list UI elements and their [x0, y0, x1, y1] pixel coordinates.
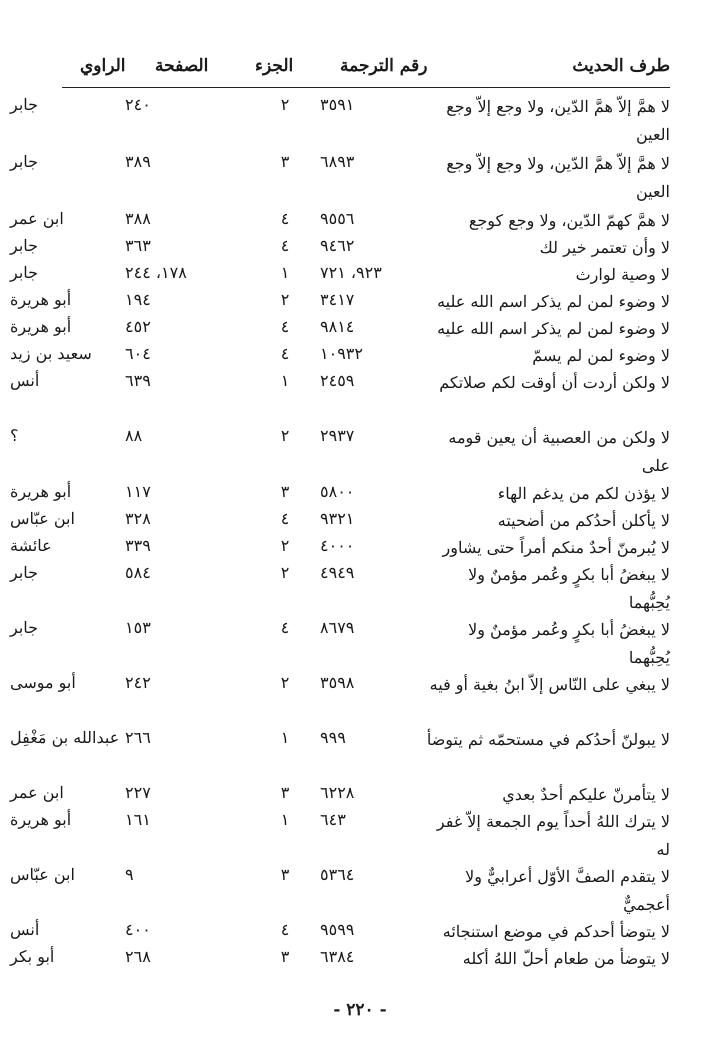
hadith-text: لا وضوء لمن لم يذكر اسم الله عليه — [437, 319, 670, 338]
tarjama-number: ٩٢٣، ٧٢١ — [320, 263, 382, 282]
tarjama-number: ٨٦٧٩ — [320, 618, 355, 637]
tarjama-number: ٦٣٨٤ — [320, 947, 355, 966]
header-juz: الجزء — [255, 56, 294, 76]
table-row — [0, 861, 720, 916]
table-row — [0, 259, 720, 286]
juz-number: ٤ — [280, 920, 290, 939]
tarjama-number: ٩٨١٤ — [320, 317, 355, 336]
juz-number: ٤ — [280, 344, 290, 363]
narrator: ابن عمر — [10, 209, 64, 228]
narrator: أنس — [10, 371, 40, 390]
table-row — [0, 669, 720, 724]
juz-number: ٢ — [280, 95, 290, 114]
tarjama-number: ٣٤١٧ — [320, 290, 355, 309]
narrator: أبو هريرة — [10, 482, 72, 501]
table-row — [0, 286, 720, 313]
page-ref: ١١٧ — [125, 482, 151, 501]
table-row — [0, 724, 720, 779]
tarjama-number: ١٠٩٣٢ — [320, 344, 363, 363]
juz-number: ١ — [280, 263, 290, 282]
juz-number: ٢ — [280, 426, 290, 445]
tarjama-number: ٥٨٠٠ — [320, 482, 355, 501]
hadith-text: لا يُبرمنّ أحدٌ منكم أمراً حتى يشاور — [442, 538, 670, 557]
tarjama-number: ٦٤٣ — [320, 810, 346, 829]
juz-number: ٣ — [280, 783, 290, 802]
table-row — [0, 313, 720, 340]
hadith-text: لا يتأمرنّ عليكم أحدٌ بعدي — [502, 785, 670, 804]
narrator: أنس — [10, 920, 40, 939]
page-ref: ٢٢٧ — [125, 783, 151, 802]
hadith-text: لا يتوضأ من طعام أحلّ اللهُ أكله — [462, 949, 670, 968]
page-ref: ١٦١ — [125, 810, 151, 829]
narrator: جابر — [10, 563, 39, 582]
juz-number: ٢ — [280, 290, 290, 309]
tarjama-number: ٩٥٥٦ — [320, 209, 355, 228]
hadith-text: لا وضوء لمن لم يذكر اسم الله عليه — [437, 292, 670, 311]
tarjama-number: ٦٢٢٨ — [320, 783, 355, 802]
hadith-text: لا يترك اللهُ أحداً يوم الجمعة إلاّ غفر له — [436, 812, 670, 859]
juz-number: ٣ — [280, 865, 290, 884]
table-row — [0, 806, 720, 861]
narrator: أبو هريرة — [10, 810, 72, 829]
tarjama-number: ٤٠٠٠ — [320, 536, 355, 555]
table-row — [0, 505, 720, 532]
hadith-text: لا يبغضُ أبا بكرٍ وعُمر مؤمنٌ ولا يُحِبُّهما — [468, 620, 670, 667]
tarjama-number: ٩٩٩ — [320, 728, 346, 747]
hadith-text: لا همَّ إلاّ همَّ الدّين، ولا وجع إلاّ وجع العين — [446, 97, 670, 144]
hadith-text: لا ولكن من العصبية أن يعين قومه على — [448, 428, 670, 475]
hadith-table — [0, 91, 720, 970]
narrator: ابن عبّاس — [10, 509, 75, 528]
table-header — [0, 56, 720, 86]
page-ref: ٣٦٣ — [125, 236, 151, 255]
juz-number: ٤ — [280, 236, 290, 255]
page-ref: ٩ — [125, 865, 134, 884]
page-ref: ٤٥٢ — [125, 317, 151, 336]
narrator: ؟ — [10, 426, 19, 445]
tarjama-number: ٣٥٩٨ — [320, 673, 355, 692]
table-row — [0, 148, 720, 205]
juz-number: ٢ — [280, 563, 290, 582]
table-row — [0, 614, 720, 669]
narrator: جابر — [10, 152, 39, 171]
table-row — [0, 232, 720, 259]
narrator: عائشة — [10, 536, 52, 555]
hadith-text: لا همَّ إلاّ همَّ الدّين، ولا وجع إلاّ وجع العين — [446, 154, 670, 201]
page-ref: ٦٠٤ — [125, 344, 151, 363]
table-row — [0, 340, 720, 367]
header-safha: الصفحة — [155, 56, 209, 76]
hadith-text: لا وضوء لمن لم يسمّ — [532, 346, 670, 365]
juz-number: ٢ — [280, 536, 290, 555]
table-row — [0, 422, 720, 478]
hadith-text: لا يبغي على النّاس إلاّ ابنُ بغية أو فيه — [429, 675, 670, 694]
page-ref: ٣٨٨ — [125, 209, 151, 228]
page-ref: ٨٨ — [125, 426, 143, 445]
tarjama-number: ٩٤٦٢ — [320, 236, 355, 255]
page-ref: ١٥٣ — [125, 618, 151, 637]
narrator: أبو هريرة — [10, 317, 72, 336]
hadith-text: لا وأن تعتمر خير لك — [539, 238, 670, 257]
table-row — [0, 205, 720, 232]
juz-number: ٤ — [280, 618, 290, 637]
page-ref: ١٩٤ — [125, 290, 151, 309]
narrator: جابر — [10, 95, 39, 114]
juz-number: ٤ — [280, 509, 290, 528]
tarjama-number: ٩٣٢١ — [320, 509, 355, 528]
page-ref: ٢٦٦ — [125, 728, 151, 747]
narrator: جابر — [10, 263, 39, 282]
hadith-text: لا يأكلن أحدُكم من أضحيته — [497, 511, 670, 530]
table-row — [0, 943, 720, 970]
table-row — [0, 478, 720, 505]
hadith-text: لا يبولنّ أحدُكم في مستحمّه ثم يتوضأ — [426, 730, 670, 749]
tarjama-number: ٣٥٩١ — [320, 95, 355, 114]
narrator: ابن عمر — [10, 783, 64, 802]
hadith-text: لا يتوضأ أحدكم في موضع استنجائه — [442, 922, 670, 941]
page-ref: ٣٨٩ — [125, 152, 151, 171]
tarjama-number: ٢٤٥٩ — [320, 371, 355, 390]
juz-number: ٣ — [280, 482, 290, 501]
narrator: عبدالله بن مَغْفِل — [10, 728, 120, 747]
page-ref: ١٧٨، ٢٤٤ — [125, 263, 187, 282]
tarjama-number: ٥٣٦٤ — [320, 865, 355, 884]
juz-number: ٢ — [280, 673, 290, 692]
page-ref: ٣٣٩ — [125, 536, 151, 555]
page-ref: ٢٤٢ — [125, 673, 151, 692]
table-row — [0, 91, 720, 148]
narrator: جابر — [10, 618, 39, 637]
juz-number: ١ — [280, 810, 290, 829]
tarjama-number: ٤٩٤٩ — [320, 563, 355, 582]
page-ref: ٥٨٤ — [125, 563, 151, 582]
hadith-text: لا وصية لوارث — [575, 265, 670, 284]
header-tarf: طرف الحديث — [572, 56, 670, 76]
juz-number: ١ — [280, 728, 290, 747]
juz-number: ٣ — [280, 152, 290, 171]
table-row — [0, 916, 720, 943]
header-rawi: الراوي — [80, 56, 126, 76]
page-ref: ٢٦٨ — [125, 947, 151, 966]
juz-number: ٣ — [280, 947, 290, 966]
hadith-text: لا همَّ كهمّ الدّين، ولا وجع كوجع — [468, 211, 670, 230]
tarjama-number: ٩٥٩٩ — [320, 920, 355, 939]
table-row — [0, 367, 720, 422]
juz-number: ١ — [280, 371, 290, 390]
table-row — [0, 559, 720, 614]
narrator: أبو هريرة — [10, 290, 72, 309]
page-number: - ٢٢٠ - — [333, 1000, 387, 1020]
narrator: جابر — [10, 236, 39, 255]
narrator: سعيد بن زيد — [10, 344, 92, 363]
hadith-text: لا يتقدم الصفَّ الأوّل أعرابيٌّ ولا أعجميٌّ — [465, 867, 670, 914]
page-ref: ٦٣٩ — [125, 371, 151, 390]
juz-number: ٤ — [280, 209, 290, 228]
juz-number: ٤ — [280, 317, 290, 336]
hadith-text: لا ولكن أردت أن أوقت لكم صلاتكم — [439, 373, 670, 392]
narrator: ابن عبّاس — [10, 865, 75, 884]
page-ref: ٣٢٨ — [125, 509, 151, 528]
tarjama-number: ٦٨٩٣ — [320, 152, 355, 171]
narrator: أبو بكر — [10, 947, 55, 966]
tarjama-number: ٢٩٣٧ — [320, 426, 355, 445]
narrator: أبو موسى — [10, 673, 76, 692]
page-ref: ٢٤٠ — [125, 95, 151, 114]
header-rule — [62, 87, 670, 88]
table-row — [0, 532, 720, 559]
table-row — [0, 779, 720, 806]
hadith-text: لا يبغضُ أبا بكرٍ وعُمر مؤمنٌ ولا يُحِبُّهما — [468, 565, 670, 612]
header-tarjama: رقم الترجمة — [340, 56, 428, 76]
hadith-text: لا يؤذن لكم من يدغم الهاء — [497, 484, 670, 503]
page-ref: ٤٠٠ — [125, 920, 151, 939]
